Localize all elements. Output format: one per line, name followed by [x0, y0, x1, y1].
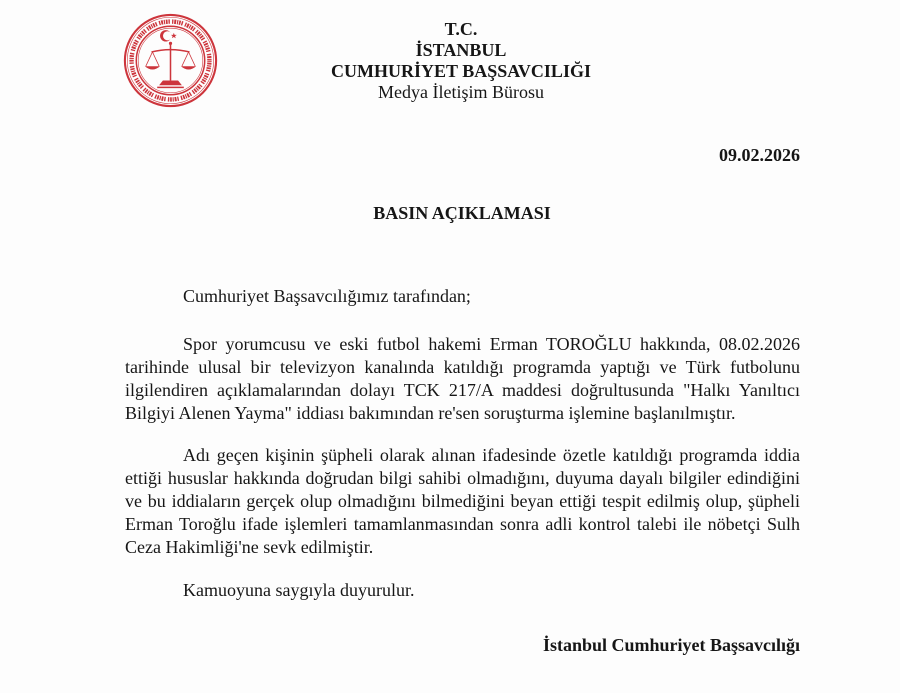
paragraph-line: Spor yorumcusu ve eski futbol hakemi Erman TOROĞLU hakkında, 08.02.2026	[183, 334, 800, 354]
letterhead-line-tc: T.C.	[444, 19, 478, 39]
letterhead-line-office: CUMHURİYET BAŞSAVCILIĞI	[331, 61, 591, 81]
scales-of-justice-icon	[145, 42, 196, 88]
letterhead	[300, 19, 622, 103]
paragraph-2	[125, 444, 800, 559]
paragraph-line: Erman Toroğlu ifade işlemleri tamamlanmasından sonra adli kontrol talebi ile nöbetçi Sulh	[125, 514, 800, 534]
signature: İstanbul Cumhuriyet Başsavcılığı	[542, 635, 800, 655]
document-title: BASIN AÇIKLAMASI	[373, 203, 551, 223]
paragraph-line: ve bu iddiaların gerçek olup olmadığını bilmediğini beyan ettiği tespit edilmiş olup, şüpheli	[125, 491, 800, 511]
paragraph-1	[125, 333, 800, 425]
paragraph-line: ettiği hususlar hakkında doğrudan bilgi sahibi olmadığını, duyuma dayalı bilgiler edindiğini	[125, 468, 800, 488]
salutation: Cumhuriyet Başsavcılığımız tarafından;	[183, 286, 471, 306]
paragraph-line: Ceza Hakimliği'ne sevk edilmiştir.	[125, 537, 374, 557]
letterhead-line-city: İSTANBUL	[415, 40, 507, 60]
paragraph-line: tarihinde ulusal bir televizyon kanalında katıldığı programda yaptığı ve Türk futbolunu	[125, 357, 800, 377]
crescent-star-icon	[160, 30, 177, 41]
paragraph-line: Adı geçen kişinin şüpheli olarak alınan ifadesinde özetle katıldığı programda iddia	[183, 445, 800, 465]
closing-line: Kamuoyuna saygıyla duyurulur.	[183, 580, 415, 600]
document-date: 09.02.2026	[719, 145, 800, 165]
paragraph-line: ilgilendiren açıklamalarından dolayı TCK 217/A maddesi doğrultusunda "Halkı Yanıltıcı	[125, 380, 800, 400]
letterhead-line-department: Medya İletişim Bürosu	[378, 82, 544, 102]
seal-icon	[123, 13, 218, 108]
paragraph-line: Bilgiyi Alenen Yayma" iddiası bakımından re'sen soruşturma işlemine başlanılmıştır.	[125, 403, 736, 423]
